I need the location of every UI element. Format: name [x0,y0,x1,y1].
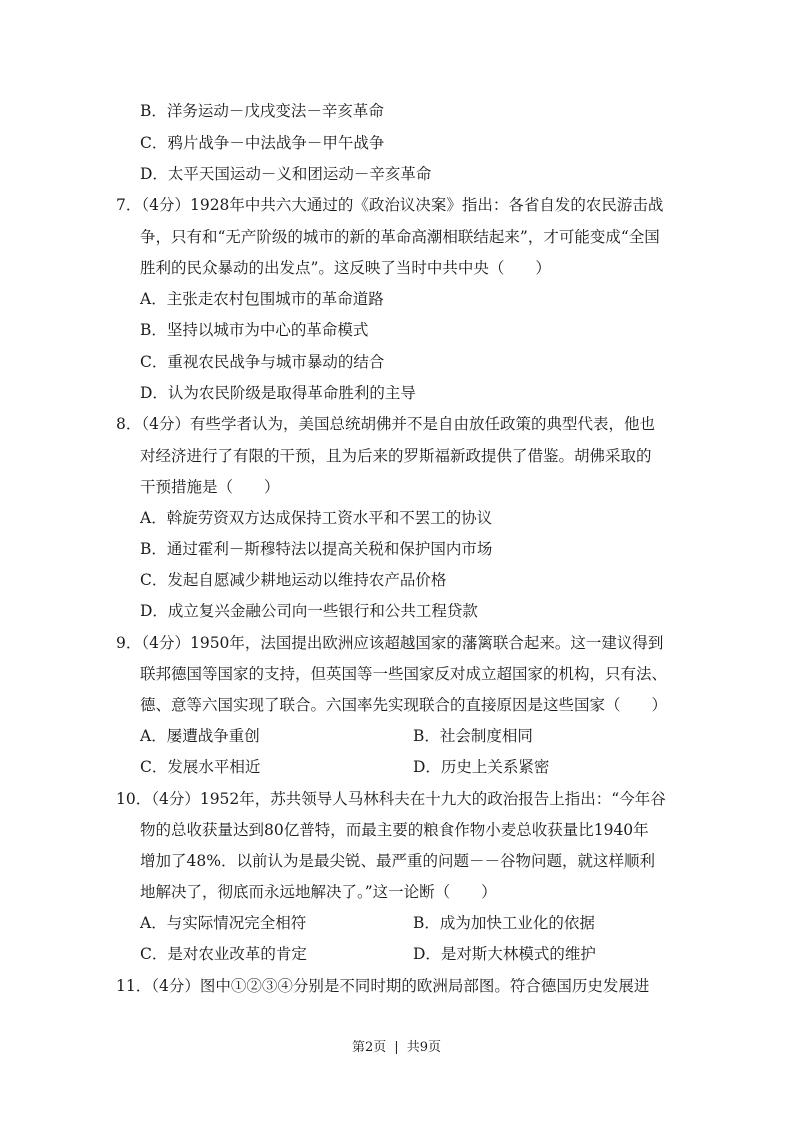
page-number-total: 共9页 [406,1040,441,1055]
question-9-option-d: D．历史上关系紧密 [413,758,550,776]
question-7-option-b: B．坚持以城市为中心的革命模式 [140,321,369,339]
question-9-option-a: A．屡遭战争重创 [140,727,260,745]
question-9-line-2: 联邦德国等国家的支持，但英国等一些国家反对成立超国家的机构，只有法、 [140,665,668,683]
question-8-option-b: B．通过霍利－斯穆特法以提高关税和保护国内市场 [140,540,493,558]
question-7-option-d: D．认为农民阶级是取得革命胜利的主导 [140,384,416,402]
question-7-line-2: 争，只有和“无产阶级的城市的新的革命高潮相联结起来”，才可能变成“全国 [140,228,660,246]
question-10-line-1: 10．（4分）1952年，苏共领导人马林科夫在十九大的政治报告上指出：“今年谷 [116,790,666,808]
question-10-option-a: A．与实际情况完全相符 [140,914,307,932]
question-8-line-3: 干预措施是（ ） [140,478,280,496]
question-9-option-b: B．社会制度相同 [413,727,533,745]
question-7-line-3: 胜利的民众暴动的出发点”。这反映了当时中共中央（ ） [140,259,551,277]
question-7-option-c: C．重视农民战争与城市暴动的结合 [140,353,385,371]
question-8-option-a: A．斡旋劳资双方达成保持工资水平和不罢工的协议 [140,509,493,527]
page-footer [0,1040,793,1056]
question-10-line-2: 物的总收获量达到80亿普特，而最主要的粮食作物小麦总收获量比1940年 [140,821,649,839]
question-9-line-1: 9．（4分）1950年，法国提出欧洲应该超越国家的藩篱联合起来。这一建议得到 [116,634,664,652]
question-7-option-a: A．主张走农村包围城市的革命道路 [140,290,384,308]
footer-separator: | [394,1040,399,1055]
question-8-option-d: D．成立复兴金融公司向一些银行和公共工程贷款 [140,602,478,620]
prev-option-d: D．太平天国运动－义和团运动－辛亥革命 [140,165,432,183]
prev-option-c: C．鸦片战争－中法战争－甲午战争 [140,134,385,152]
question-11-line-1: 11．（4分）图中①②③④分别是不同时期的欧洲局部图。符合德国历史发展进 [116,977,650,995]
question-8-line-2: 对经济进行了有限的干预，且为后来的罗斯福新政提供了借鉴。胡佛采取的 [140,447,652,465]
question-9-option-c: C．发展水平相近 [140,758,261,776]
question-10-option-d: D．是对斯大林模式的维护 [413,945,596,963]
page-number-current: 第2页 [352,1040,387,1055]
question-10-option-c: C．是对农业改革的肯定 [140,945,307,963]
question-10-line-3: 增加了48%．以前认为是最尖锐、最严重的问题－－谷物问题，就这样顺利 [140,852,655,870]
prev-option-b: B．洋务运动－戊戌变法－辛亥革命 [140,102,384,120]
question-8-line-1: 8．（4分）有些学者认为，美国总统胡佛并不是自由放任政策的典型代表，他也 [116,415,655,433]
question-9-line-3: 德、意等六国实现了联合。六国率先实现联合的直接原因是这些国家（ ） [140,696,668,714]
question-7-line-1: 7．（4分）1928年中共六大通过的《政治议决案》指出：各省自发的农民游击战 [116,196,664,214]
question-10-option-b: B．成为加快工业化的依据 [413,914,595,932]
question-10-line-4: 地解决了，彻底而永远地解决了。”这一论断（ ） [140,883,497,901]
question-8-option-c: C．发起自愿减少耕地运动以维持农产品价格 [140,571,447,589]
